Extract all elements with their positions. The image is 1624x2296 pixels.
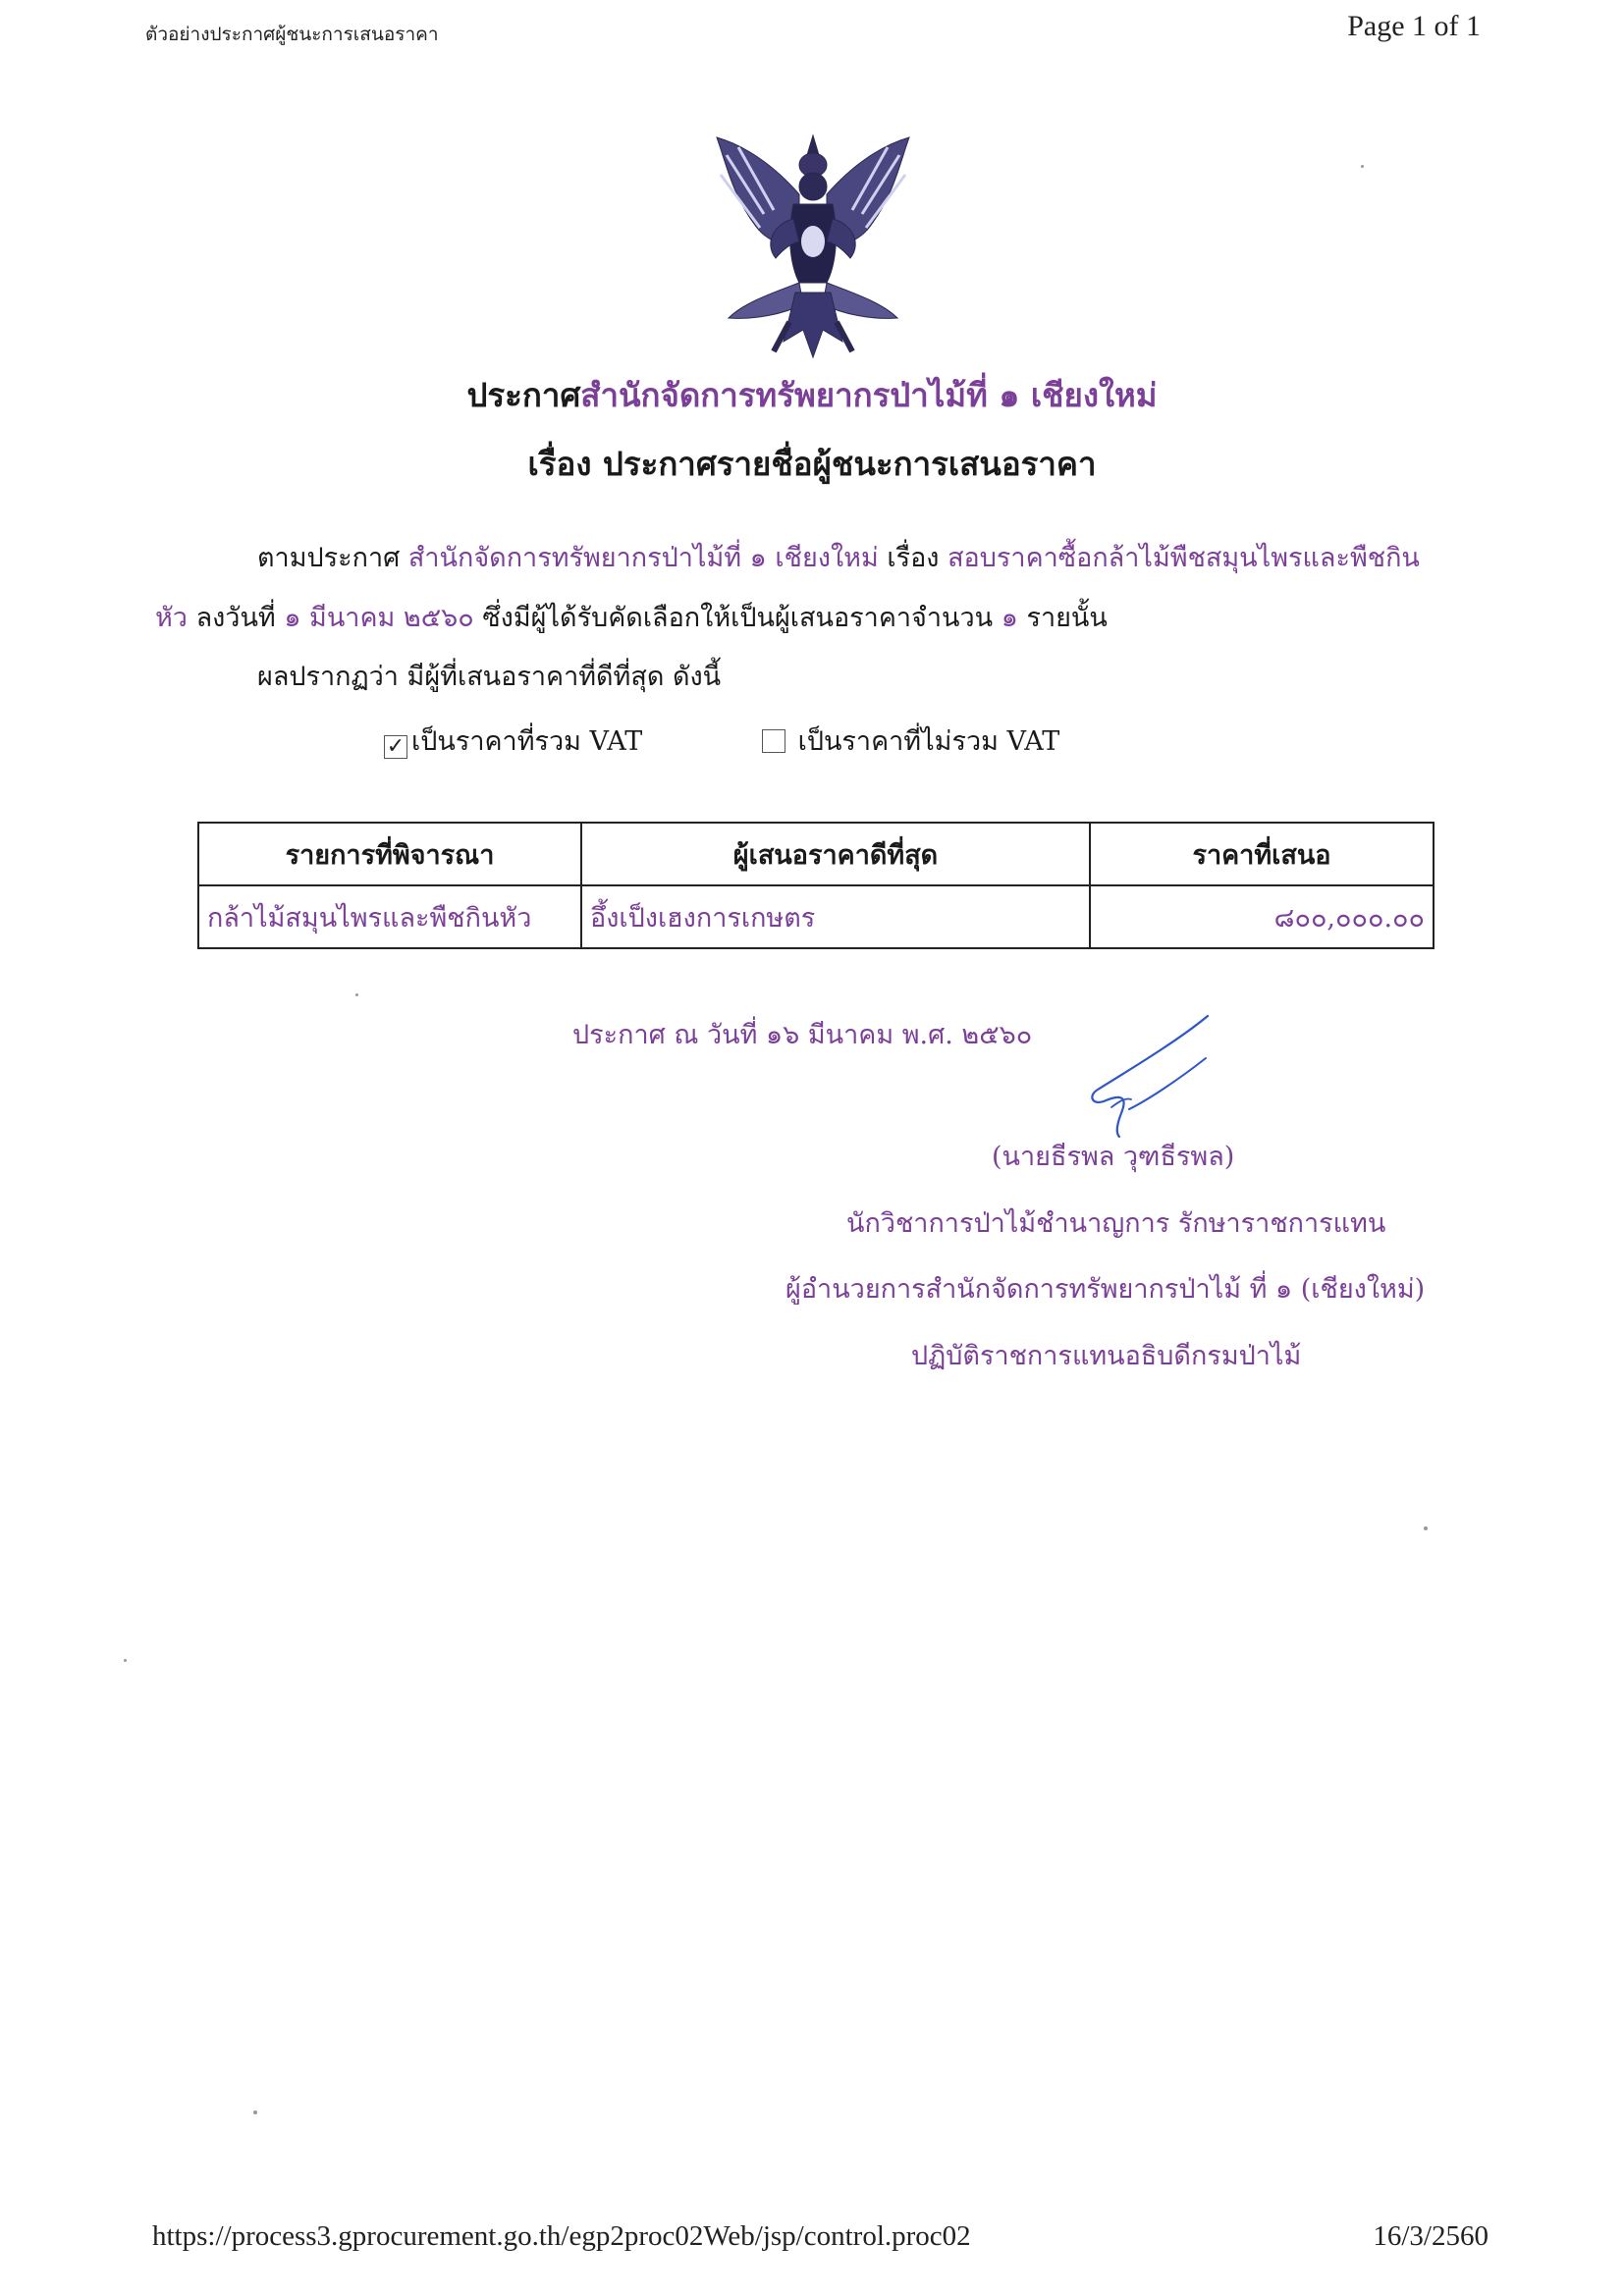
award-table [197, 822, 1435, 949]
vat-included-label: เป็นราคาที่รวม VAT [411, 726, 643, 757]
body-project: สอบราคาซื้อกล้าไม้พืชสมุนไพรและพืชกิน [947, 543, 1420, 573]
scan-speck [253, 2110, 257, 2114]
header-bidder: ผู้เสนอราคาดีที่สุด [581, 823, 1090, 885]
announcement-subject: เรื่อง ประกาศรายชื่อผู้ชนะการเสนอราคา [527, 445, 1097, 483]
vat-excluded-checkbox [762, 729, 785, 753]
table-header-row [198, 823, 1434, 885]
body-unit: รายนั้น [1026, 603, 1108, 633]
vat-excluded-label: เป็นราคาที่ไม่รวม VAT [797, 726, 1060, 757]
page-indicator: Page 1 of 1 [1347, 10, 1481, 42]
body-line-3: ผลปรากฏว่า มีผู้ที่เสนอราคาที่ดีที่สุด ดังนี้ [257, 662, 722, 692]
table-row [198, 885, 1434, 948]
vat-excluded-option [762, 720, 1059, 762]
announcement-title [0, 369, 1624, 421]
scan-speck [355, 993, 358, 996]
cell-bidder: อึ้งเป็งเฮงการเกษตร [581, 885, 1090, 948]
body-count: ๑ [1001, 603, 1018, 633]
print-footer-date: 16/3/2560 [1373, 2220, 1489, 2252]
body-date: ๑ มีนาคม ๒๕๖๐ [284, 603, 474, 633]
print-footer-url: https://process3.gprocurement.go.th/egp2proc02Web/jsp/control.proc02 [152, 2220, 971, 2252]
signature-icon [1060, 1011, 1237, 1139]
announce-date: ประกาศ ณ วันที่ ๑๖ มีนาคม พ.ศ. ๒๕๖๐ [572, 1020, 1033, 1050]
header-price: ราคาที่เสนอ [1090, 823, 1434, 885]
body-subject-label: เรื่อง [887, 543, 940, 573]
cell-price: ๘๐๐,๐๐๐.๐๐ [1090, 885, 1434, 948]
body-selected-text: ซึ่งมีผู้ได้รับคัดเลือกให้เป็นผู้เสนอราคาจำนวน [482, 603, 994, 633]
print-header-title: ตัวอย่างประกาศผู้ชนะการเสนอราคา [145, 24, 439, 45]
signatory-position-3: ปฏิบัติราชการแทนอธิบดีกรมป่าไม้ [911, 1341, 1302, 1371]
cell-item: กล้าไม้สมุนไพรและพืชกินหัว [198, 885, 581, 948]
header-item: รายการที่พิจารณา [198, 823, 581, 885]
body-lead: ตามประกาศ [257, 543, 401, 573]
body-line-2 [155, 603, 1108, 634]
scan-speck [1424, 1526, 1428, 1530]
signatory-position-1: นักวิชาการป่าไม้ชำนาญการ รักษาราชการแทน [846, 1208, 1386, 1239]
vat-included-checkbox: ✓ [384, 735, 407, 759]
body-project-cont: หัว [155, 603, 188, 633]
signatory-name: (นายธีรพล วุฑธีรพล) [992, 1142, 1235, 1172]
garuda-emblem-icon [705, 126, 921, 361]
title-agency: สำนักจัดการทรัพยากรป่าไม้ที่ ๑ เชียงใหม่ [580, 376, 1158, 414]
body-agency: สำนักจัดการทรัพยากรป่าไม้ที่ ๑ เชียงใหม่ [407, 543, 879, 573]
scan-speck [124, 1659, 127, 1662]
body-line-1 [257, 543, 1420, 574]
scan-speck [1361, 165, 1364, 168]
body-date-label: ลงวันที่ [195, 603, 276, 633]
signatory-position-2: ผู้อำนวยการสำนักจัดการทรัพยากรป่าไม้ ที่ ๑ (เชียงใหม่) [785, 1274, 1426, 1305]
vat-included-option [384, 720, 642, 762]
title-prefix: ประกาศ [466, 376, 581, 414]
